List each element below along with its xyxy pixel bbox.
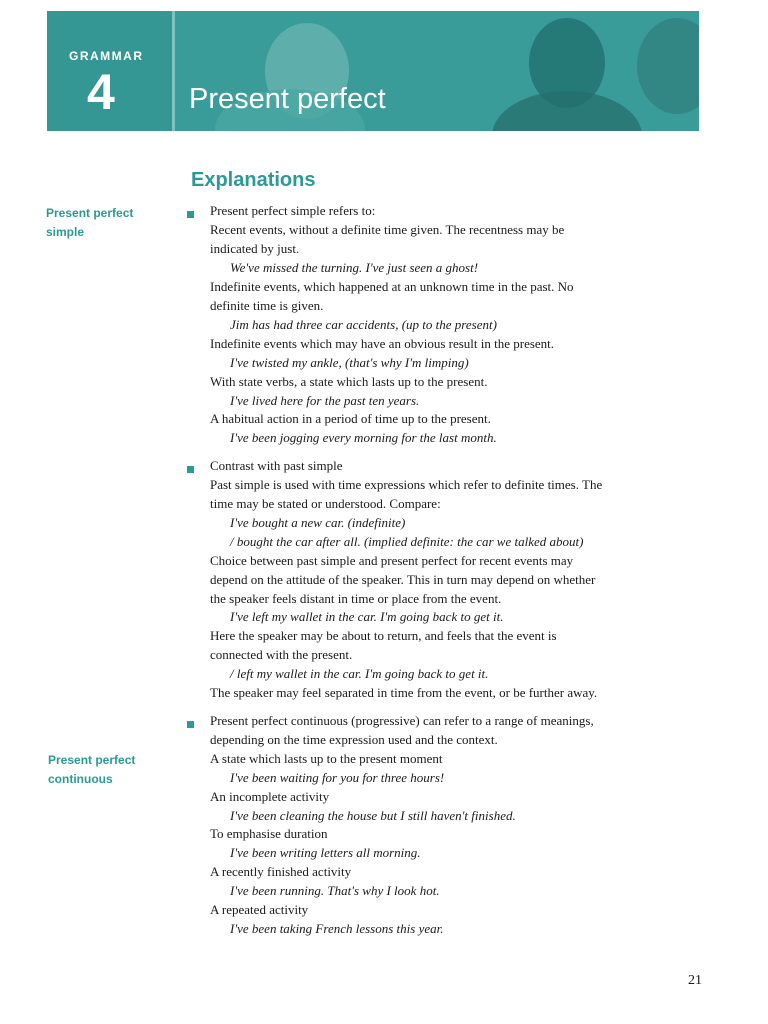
text-line: the speaker feels distant in time or place from the event. bbox=[210, 591, 502, 606]
text-line: depending on the time expression used and the context. bbox=[210, 732, 498, 747]
text-line: Indefinite events which may have an obvious result in the present. bbox=[210, 336, 555, 351]
example-line: I've been cleaning the house but I still haven't finished. bbox=[230, 808, 516, 823]
text-line: definite time is given. bbox=[210, 298, 324, 313]
text-line: The speaker may feel separated in time from the event, or be further away. bbox=[210, 685, 598, 700]
text-line: A state which lasts up to the present moment bbox=[210, 751, 443, 766]
example-line: I've left my wallet in the car. I'm going back to get it. bbox=[230, 609, 504, 624]
block-intro: Present perfect simple refers to: bbox=[210, 203, 376, 218]
margin-label-continuous bbox=[48, 751, 135, 789]
example-line: / bought the car after all. (implied definite: the car we talked about) bbox=[230, 534, 584, 549]
text-line: Recent events, without a definite time given. The recentness may be bbox=[210, 222, 565, 237]
text-line: An incomplete activity bbox=[210, 789, 330, 804]
section-label: GRAMMAR bbox=[69, 49, 144, 63]
example-line: / left my wallet in the car. I'm going back to get it. bbox=[230, 666, 489, 681]
text-line: With state verbs, a state which lasts up to the present. bbox=[210, 374, 488, 389]
margin-label-line: continuous bbox=[48, 772, 113, 786]
block-intro: Present perfect continuous (progressive) can refer to a range of meanings, bbox=[210, 713, 594, 728]
example-line: I've been jogging every morning for the last month. bbox=[230, 430, 497, 445]
block-intro: Contrast with past simple bbox=[210, 458, 343, 473]
example-line: I've been running. That's why I look hot. bbox=[230, 883, 440, 898]
text-line: time may be stated or understood. Compare: bbox=[210, 496, 441, 511]
text-line: Choice between past simple and present perfect for recent events may bbox=[210, 553, 574, 568]
bullet-marker bbox=[187, 211, 194, 218]
text-line: A habitual action in a period of time up to the present. bbox=[210, 411, 491, 426]
text-line: indicated by just. bbox=[210, 241, 300, 256]
margin-label-line: Present perfect bbox=[46, 206, 134, 220]
page-number: 21 bbox=[688, 973, 702, 988]
example-line: I've been writing letters all morning. bbox=[230, 845, 421, 860]
chapter-title: Present perfect bbox=[189, 83, 386, 115]
margin-label-simple bbox=[46, 204, 133, 242]
example-line: Jim has had three car accidents, (up to the present) bbox=[230, 317, 497, 332]
text-line: depend on the attitude of the speaker. This in turn may depend on whether bbox=[210, 572, 596, 587]
example-line: We've missed the turning. I've just seen a ghost! bbox=[230, 260, 479, 275]
chapter-banner bbox=[47, 11, 699, 131]
text-line: connected with the present. bbox=[210, 647, 353, 662]
bullet-marker bbox=[187, 721, 194, 728]
example-line: I've been taking French lessons this year. bbox=[230, 921, 444, 936]
margin-label-line: simple bbox=[46, 225, 85, 239]
bullet-marker bbox=[187, 466, 194, 473]
text-line: Here the speaker may be about to return, and feels that the event is bbox=[210, 628, 557, 643]
example-line: I've lived here for the past ten years. bbox=[230, 393, 420, 408]
section-heading: Explanations bbox=[191, 169, 316, 191]
example-line: I've twisted my ankle, (that's why I'm limping) bbox=[230, 355, 469, 370]
chapter-number: 4 bbox=[87, 64, 115, 120]
text-line: A repeated activity bbox=[210, 902, 309, 917]
example-line: I've been waiting for you for three hours! bbox=[230, 770, 445, 785]
text-line: Past simple is used with time expressions which refer to definite times. The bbox=[210, 477, 603, 492]
margin-label-line: Present perfect bbox=[48, 753, 136, 767]
example-line: I've bought a new car. (indefinite) bbox=[230, 515, 406, 530]
text-line: A recently finished activity bbox=[210, 864, 352, 879]
text-line: To emphasise duration bbox=[210, 826, 328, 841]
text-line: Indefinite events, which happened at an unknown time in the past. No bbox=[210, 279, 574, 294]
